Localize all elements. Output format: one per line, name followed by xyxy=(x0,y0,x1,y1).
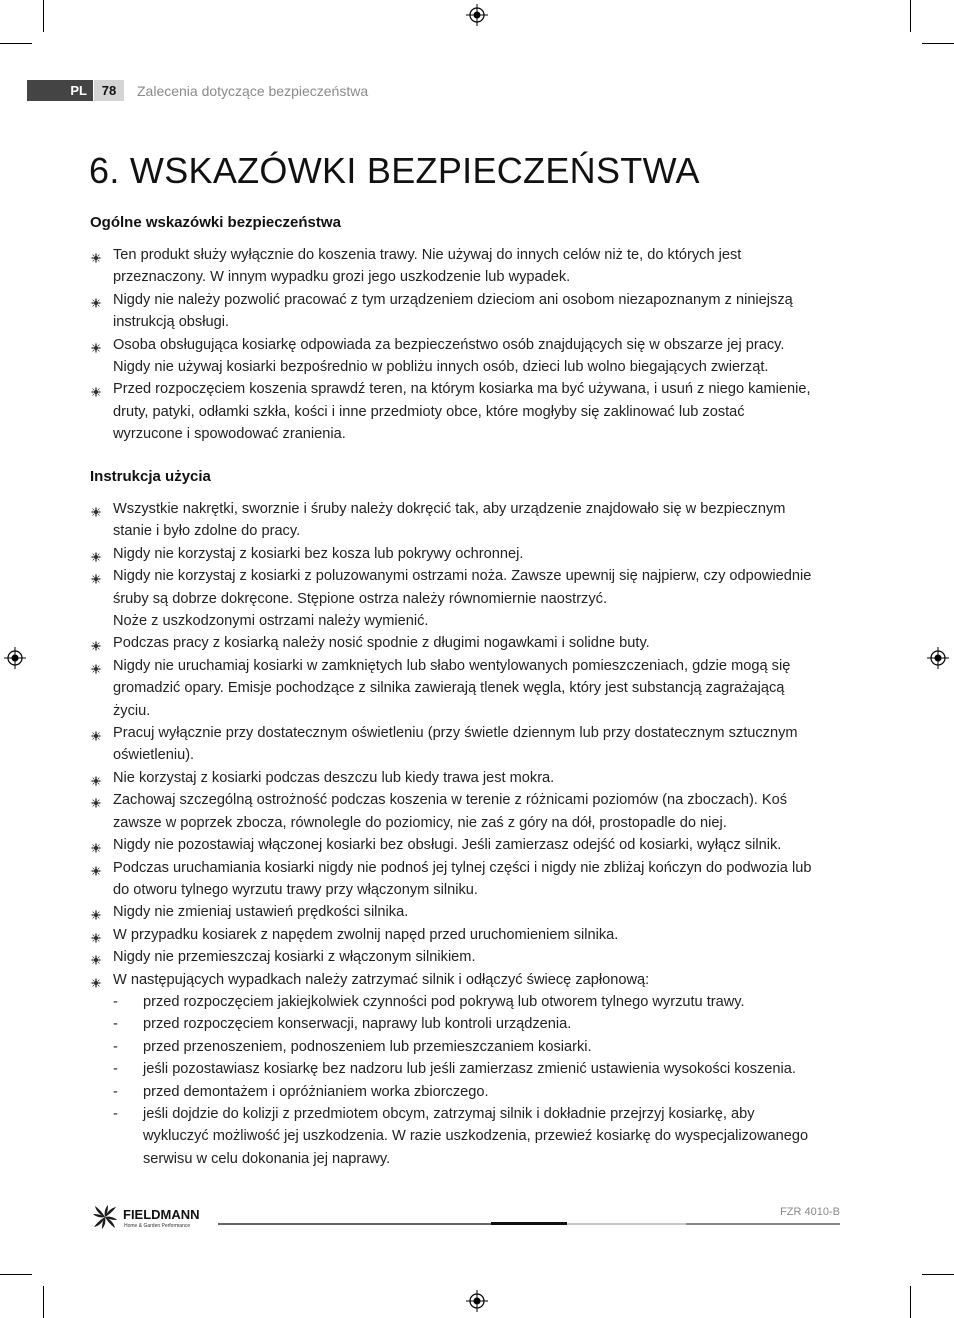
section-title: Zalecenia dotyczące bezpieczeństwa xyxy=(137,83,369,99)
page-number: 78 xyxy=(94,80,124,101)
footer-rule xyxy=(686,1223,840,1225)
bullet-icon xyxy=(90,383,102,395)
item-text-line: Nigdy nie przemieszczaj kosiarki z włączonym silnikiem. xyxy=(113,949,476,966)
item-text-line: Nigdy nie uruchamiaj kosiarki w zamkniętych lub słabo wentylowanych pomieszczeniach, gdzie mogą się xyxy=(113,657,791,674)
list-item xyxy=(90,722,850,767)
item-text-line: Noże z uszkodzonymi ostrzami należy wymienić. xyxy=(113,613,429,630)
item-text-line: W przypadku kosiarek z napędem zwolnij napęd przed uruchomieniem silnika. xyxy=(113,926,619,943)
crop-mark xyxy=(922,1274,954,1275)
general-list xyxy=(90,244,850,446)
crop-mark xyxy=(910,0,911,32)
list-item xyxy=(90,834,850,856)
sub-list-item xyxy=(113,1103,850,1170)
item-text-line: druty, patyki, odłamki szkła, kości i inne przedmioty obce, które mogłyby się zaklinować lub zostać xyxy=(113,403,745,420)
item-text-line: wyrzucone i spowodować zranienia. xyxy=(113,426,346,443)
item-text-line: Podczas pracy z kosiarką należy nosić spodnie z długimi nogawkami i solidne buty. xyxy=(113,635,650,652)
list-item xyxy=(90,244,850,289)
item-text-line: instrukcją obsługi. xyxy=(113,314,229,331)
sub-list-item xyxy=(113,991,850,1013)
item-text-line: Nigdy nie zmieniaj ustawień prędkości silnika. xyxy=(113,904,409,921)
bullet-icon xyxy=(90,548,102,560)
bullet-icon xyxy=(90,929,102,941)
bullet-icon xyxy=(90,862,102,874)
item-text-line: Nigdy nie pozostawiaj włączonej kosiarki bez obsługi. Jeśli zamierzasz odejść od kosiarki, wyłącz silnik. xyxy=(113,837,782,854)
footer-rule xyxy=(491,1222,567,1225)
footer-rule xyxy=(567,1223,686,1225)
list-item xyxy=(90,289,850,334)
bullet-icon xyxy=(90,503,102,515)
bullet-icon xyxy=(90,974,102,986)
item-text-line: jeśli pozostawiasz kosiarkę bez nadzoru lub jeśli zamierzasz zmienić ustawienia wysokości koszenia. xyxy=(143,1061,796,1078)
item-text-line: Podczas uruchamiania kosiarki nigdy nie podnoś jej tylnej części i nigdy nie zbliżaj kończyn do podwozia lub xyxy=(113,859,812,876)
sub-list-item xyxy=(113,1036,850,1058)
item-text-line: W następujących wypadkach należy zatrzymać silnik i odłączyć świecę zapłonową: xyxy=(113,971,650,988)
brand-name: FIELDMANN xyxy=(123,1207,200,1222)
item-text-line: Nigdy nie używaj kosiarki bezpośrednio w pobliżu innych osób, dzieci lub wolno biegających zwierząt. xyxy=(113,359,769,376)
bullet-icon xyxy=(90,570,102,582)
list-item xyxy=(90,498,850,543)
item-text-line: śruby są dobrze dokręcone. Stępione ostrza należy równomiernie naostrzyć. xyxy=(113,590,608,607)
dash-marker: - xyxy=(113,1061,118,1078)
item-text-line: Nigdy nie korzystaj z kosiarki bez kosza lub pokrywy ochronnej. xyxy=(113,545,524,562)
registration-mark-icon xyxy=(466,4,488,26)
item-text-line: życiu. xyxy=(113,702,151,719)
list-item xyxy=(90,334,850,379)
crop-mark xyxy=(0,1274,32,1275)
dash-marker: - xyxy=(113,1105,118,1122)
usage-heading: Instrukcja użycia xyxy=(90,468,211,485)
item-text-line: przed rozpoczęciem konserwacji, naprawy lub kontroli urządzenia. xyxy=(143,1016,572,1033)
item-text-line: przed demontażem i opróżnianiem worka zbiorczego. xyxy=(143,1083,489,1100)
general-heading: Ogólne wskazówki bezpieczeństwa xyxy=(90,214,341,231)
model-number: FZR 4010-B xyxy=(780,1206,840,1218)
sub-list xyxy=(113,991,850,1170)
dash-marker: - xyxy=(113,1083,118,1100)
dash-marker: - xyxy=(113,993,118,1010)
item-text-line: Nigdy nie korzystaj z kosiarki z poluzowanymi ostrzami noża. Zawsze upewnij się najpierw, czy odpowiednie xyxy=(113,568,812,585)
item-text-line: serwisu w celu dokonania jej naprawy. xyxy=(143,1150,391,1167)
list-item xyxy=(90,969,850,1171)
list-item xyxy=(90,632,850,654)
item-text-line: Osoba obsługująca kosiarkę odpowiada za bezpieczeństwo osób znajdujących się w obszarze jej pracy. xyxy=(113,336,785,353)
bullet-icon xyxy=(90,839,102,851)
item-text-line: gromadzić opary. Emisje pochodzące z silnika zawierają tlenek węgla, który jest substancją zagrażającą xyxy=(113,680,785,697)
item-text-line: jeśli dojdzie do kolizji z przedmiotem obcym, zatrzymaj silnik i dokładnie przejrzyj kosiarkę, aby xyxy=(143,1105,755,1122)
registration-mark-icon xyxy=(927,647,949,669)
item-text-line: przed rozpoczęciem jakiejkolwiek czynności pod pokrywą lub otworem tylnego wyrzutu trawy. xyxy=(143,993,745,1010)
item-text-line: Pracuj wyłącznie przy dostatecznym oświetleniu (przy świetle dziennym lub przy dostatecznym sztucznym xyxy=(113,725,798,742)
registration-mark-icon xyxy=(4,647,26,669)
list-item xyxy=(90,655,850,722)
item-text-line: wykluczyć możliwość jej uszkodzenia. W razie uszkodzenia, przewieź kosiarkę do wyspecjalizowanego xyxy=(143,1128,809,1145)
list-item xyxy=(90,378,850,445)
dash-marker: - xyxy=(113,1038,118,1055)
usage-list xyxy=(90,498,850,1170)
registration-mark-icon xyxy=(466,1290,488,1312)
page-title: 6. WSKAZÓWKI BEZPIECZEŃSTWA xyxy=(89,150,700,191)
sub-list-item xyxy=(113,1013,850,1035)
item-text-line: przed przenoszeniem, podnoszeniem lub przemieszczaniem kosiarki. xyxy=(143,1038,592,1055)
item-text-line: Przed rozpoczęciem koszenia sprawdź teren, na którym kosiarka ma być używana, i usuń z niego kamienie, xyxy=(113,381,811,398)
list-item xyxy=(90,789,850,834)
crop-mark xyxy=(43,1286,44,1318)
item-text-line: Nigdy nie należy pozwolić pracować z tym urządzeniem dzieciom ani osobom niezapoznanym z niniejszą xyxy=(113,291,793,308)
item-text-line: zawsze w poprzek zbocza, równolegle do poziomicy, nie zaś z góry na dół, prostopadle do niej. xyxy=(113,814,727,831)
sub-list-item xyxy=(113,1081,850,1103)
list-item xyxy=(90,924,850,946)
list-item xyxy=(90,857,850,902)
bullet-icon xyxy=(90,906,102,918)
item-text-line: Wszystkie nakrętki, sworznie i śruby należy dokręcić tak, aby urządzenie znajdowało się w bezpiecznym xyxy=(113,501,786,517)
list-item xyxy=(90,565,850,632)
bullet-icon xyxy=(90,727,102,739)
brand-tagline: Home & Garden Performance xyxy=(124,1223,191,1229)
crop-mark xyxy=(43,0,44,32)
item-text-line: Zachowaj szczególną ostrożność podczas koszenia w terenie z różnicami poziomów (na zboczach). Koś xyxy=(113,792,788,809)
fieldmann-logo xyxy=(90,1202,220,1232)
list-item xyxy=(90,901,850,923)
list-item xyxy=(90,946,850,968)
bullet-icon xyxy=(90,660,102,672)
item-text-line: przeznaczony. W innym wypadku grozi jego uszkodzenie lub wypadek. xyxy=(113,269,571,286)
crop-mark xyxy=(910,1286,911,1318)
item-text-line: Ten produkt służy wyłącznie do koszenia trawy. Nie używaj do innych celów niż te, do których jest xyxy=(113,247,742,263)
dash-marker: - xyxy=(113,1016,118,1033)
item-text-line: oświetleniu). xyxy=(113,747,195,764)
list-item xyxy=(90,543,850,565)
bullet-icon xyxy=(90,637,102,649)
bullet-icon xyxy=(90,794,102,806)
bullet-icon xyxy=(90,294,102,306)
bullet-icon xyxy=(90,772,102,784)
sub-list-item xyxy=(113,1058,850,1080)
item-text-line: do otworu tylnego wyrzutu trawy przy włączonym silniku. xyxy=(113,881,478,898)
item-text-line: Nie korzystaj z kosiarki podczas deszczu lub kiedy trawa jest mokra. xyxy=(113,769,555,786)
language-tab: PL xyxy=(27,80,93,101)
footer-rule xyxy=(218,1223,491,1225)
bullet-icon xyxy=(90,951,102,963)
item-text-line: stanie i było zdolne do pracy. xyxy=(113,523,301,540)
list-item xyxy=(90,767,850,789)
crop-mark xyxy=(0,43,32,44)
bullet-icon xyxy=(90,249,102,261)
crop-mark xyxy=(922,43,954,44)
bullet-icon xyxy=(90,339,102,351)
